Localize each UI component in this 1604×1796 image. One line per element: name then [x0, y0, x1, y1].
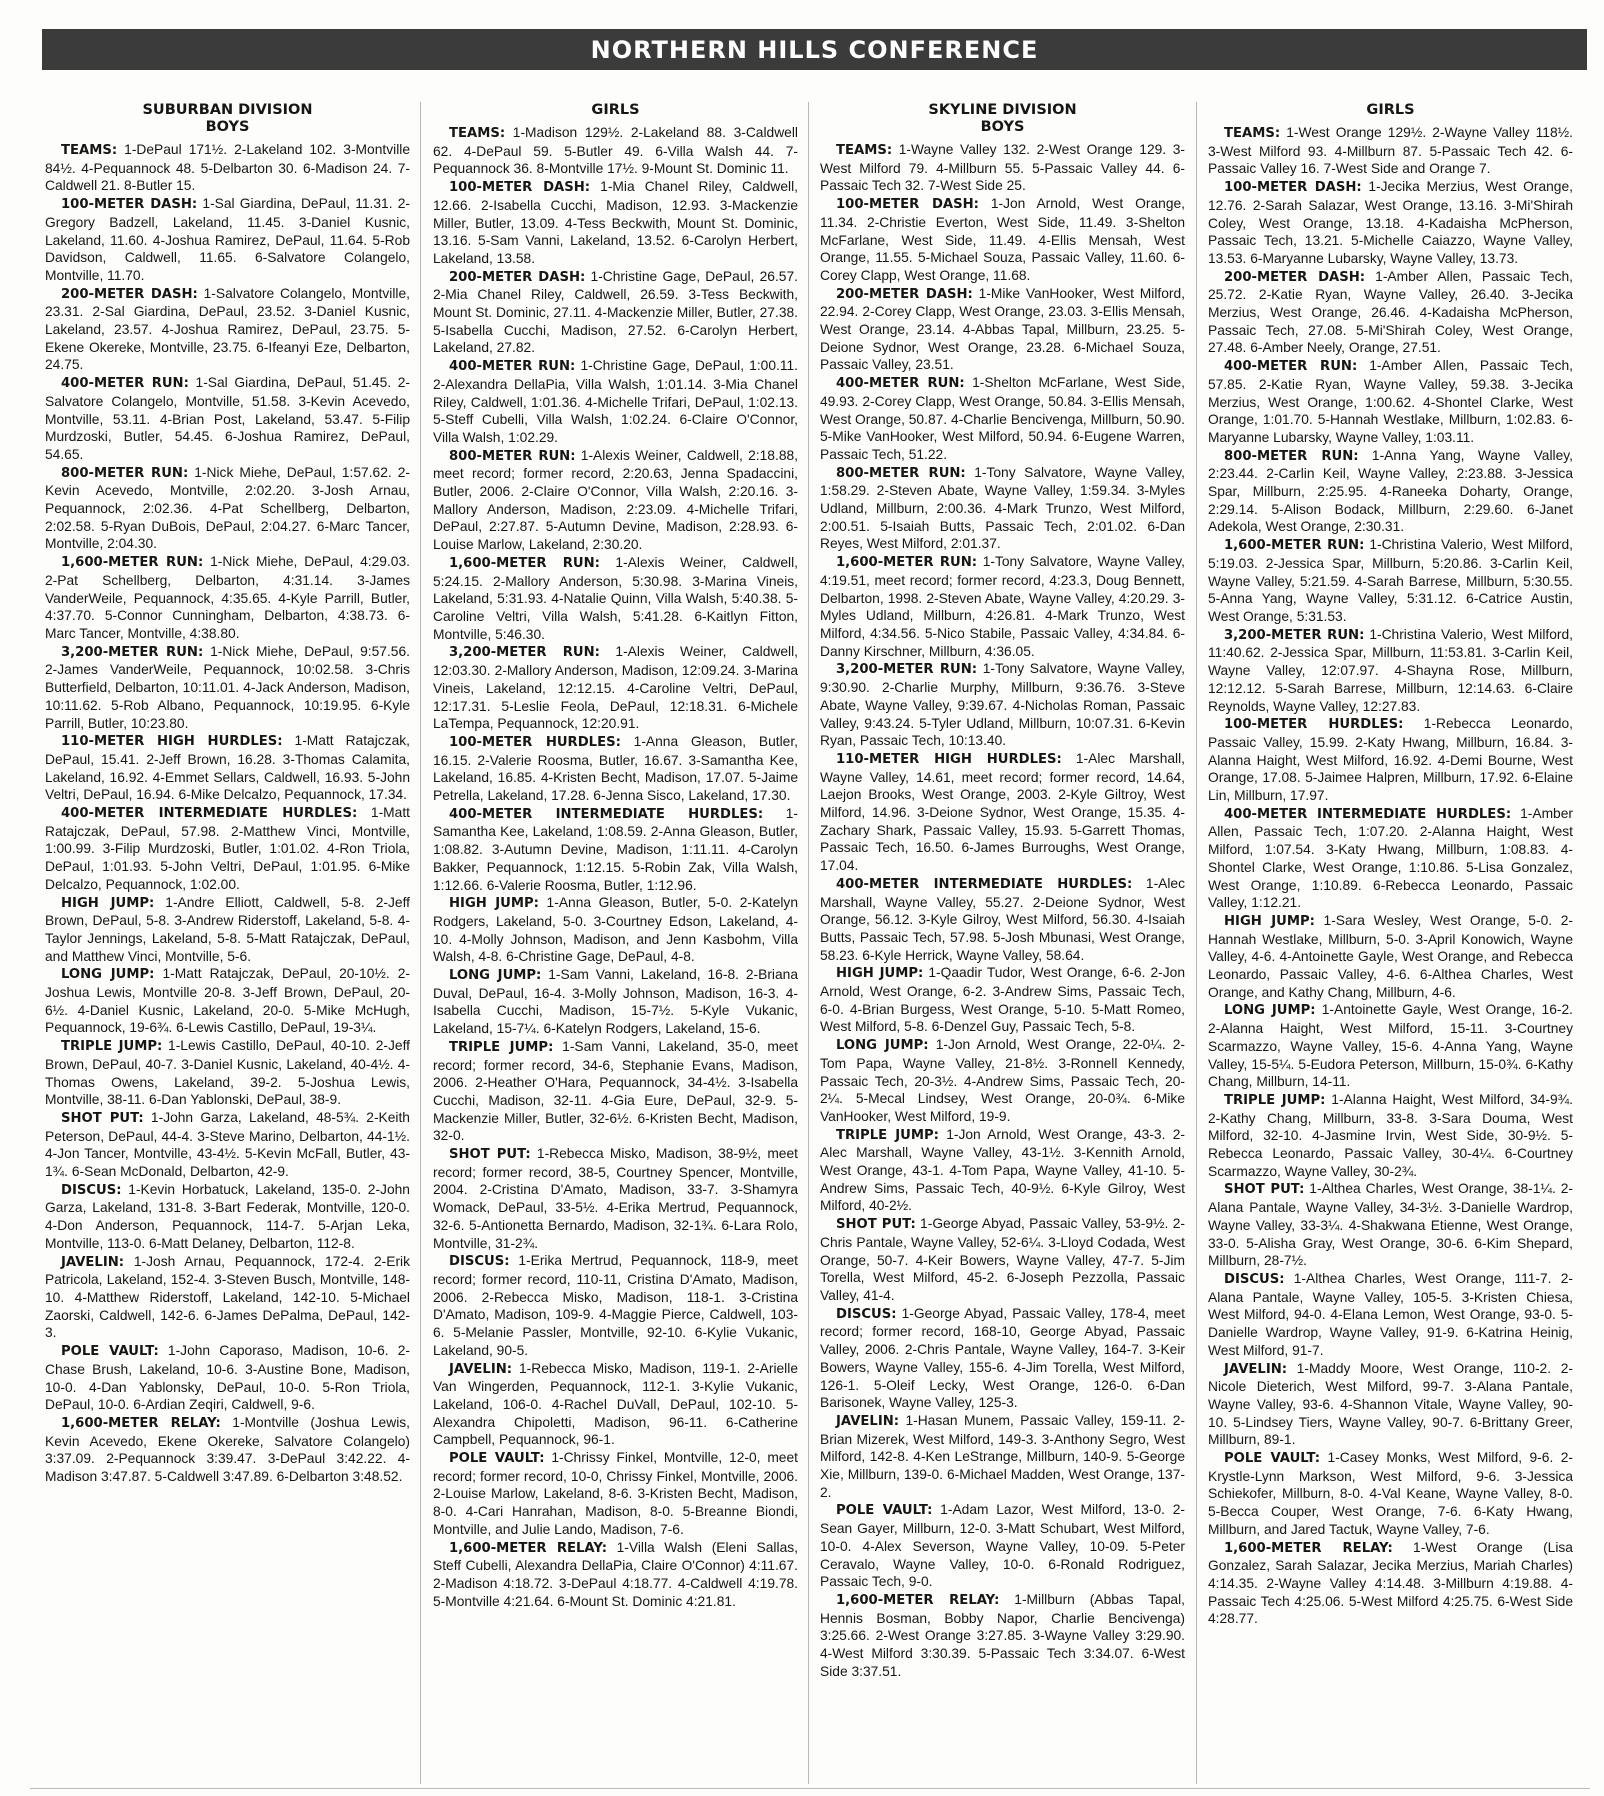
event-name: HIGH JUMP: [836, 966, 924, 982]
event-name: 1,600-METER RUN: [61, 555, 204, 571]
event-result [433, 178, 798, 268]
column-heading-line: SUBURBAN DIVISION [142, 102, 313, 118]
event-result [1208, 1270, 1573, 1360]
event-results-text: 1-Madison 129½. 2-Lakeland 88. 3-Caldwell 62. 4-DePaul 59. 5-Butler 49. 6-Villa Walsh 44. 7-Pequannock 36. 8-Montville 17½. 9-Mount St. Dominic 11. [433, 125, 798, 177]
column-divider [808, 102, 809, 1784]
event-name: LONG JUMP: [61, 967, 155, 983]
event-name: TRIPLE JUMP: [61, 1039, 163, 1055]
event-results-text: 1-Matt Ratajczak, DePaul, 57.98. 2-Matthew Vinci, Montville, 1:00.99. 3-Filip Murdzoski, Butler, 1:01.02. 4-Ron Triola, DePaul, 1:01.93. 5-John Veltri, DePaul, 1:01.95. 6-Mike Delcalzo, Pequannock, 1:02.00. [45, 805, 410, 892]
event-results-text: 1-Wayne Valley 132. 2-West Orange 129. 3-West Milford 79. 4-Millburn 55. 5-Passaic Valley 44. 6-Passaic Tech 32. 7-West Side 25. [820, 142, 1185, 194]
bottom-rule [30, 1788, 1590, 1789]
event-name: POLE VAULT: [1224, 1451, 1321, 1467]
event-results-text: 1-Tony Salvatore, Wayne Valley, 1:58.29. 2-Steven Abate, Wayne Valley, 1:59.34. 3-Myles Udland, Millburn, 2:00.36. 4-Mark Trunzo, West Milford, 2:00.51. 5-Isaiah Butts, Passaic Tech, 2:01.02. 6-Dan Reyes, West Milford, 2:01.37. [820, 464, 1185, 552]
event-results-text: 1-Mia Chanel Riley, Caldwell, 12.66. 2-Isabella Cucchi, Madison, 12.93. 3-Mackenzie Miller, Butler, 13.09. 4-Tess Beckwith, Mount St. Dominic, 13.16. 5-Sam Vanni, Lakeland, 13.52. 6-Carolyn Herbert, Lakeland, 13.58. [433, 179, 798, 266]
event-results-text: 1-Althea Charles, West Orange, 111-7. 2-Alana Pantale, Wayne Valley, 105-5. 3-Kristen Chiesa, West Milford, 94-0. 4-Elana Lemon, West Orange, 93-0. 5-Danielle Wardrop, Wayne Valley, 91-9. 6-Katrina Heinig, West Milford, 91-7. [1208, 1271, 1573, 1358]
event-name: 110-METER HIGH HURDLES: [836, 751, 1062, 767]
results-column [433, 102, 798, 1784]
event-result [1208, 1449, 1573, 1539]
column-heading-line: GIRLS [591, 102, 640, 118]
event-results-text: 1-Antoinette Gayle, West Orange, 16-2. 2-Alanna Haight, West Milford, 15-11. 3-Courtney Scarmazzo, Wayne Valley, 15-6. 4-Anna Yang, Wayne Valley, 15-5¼. 5-Eudora Peterson, Millburn, 15-0¾. 6-Kathy Chang, Millburn, 14-11. [1208, 1002, 1573, 1090]
event-results-text: 1-Nick Miehe, DePaul, 4:29.03. 2-Pat Schellberg, Delbarton, 4:31.14. 3-James VanderWeile, Pequannock, 4:35.65. 4-Kyle Parrill, Butler, 4:37.70. 5-Connor Cunningham, Delbarton, 4:38.73. 6-Marc Tancer, Montville, 4:38.80. [45, 554, 410, 641]
event-results-text: 1-Kevin Horbatuck, Lakeland, 135-0. 2-John Garza, Lakeland, 131-8. 3-Bart Federak, Montville, 120-0. 4-Don Anderson, Pequannock, 114-7. 5-Arjan Leka, Montville, 113-0. 6-Matt Delaney, Delbarton, 112-8. [45, 1181, 410, 1251]
event-result [45, 464, 410, 554]
event-name: 1,600-METER RELAY: [449, 1540, 608, 1556]
event-name: 3,200-METER RUN: [449, 645, 600, 661]
event-name: 200-METER DASH: [61, 286, 198, 302]
event-result [820, 1591, 1185, 1681]
event-result [1208, 178, 1573, 268]
event-results-text: 1-Josh Arnau, Pequannock, 172-4. 2-Erik Patricola, Lakeland, 152-4. 3-Steven Busch, Montville, 148-10. 4-Matthew Riderstoff, Lakeland, 142-10. 5-Michael Zaorski, Caldwell, 142-6. 6-James DePalma, DePaul, 142-3. [45, 1253, 410, 1341]
event-result [820, 1215, 1185, 1305]
event-result [820, 374, 1185, 464]
event-results-text: 1-Christina Valerio, West Milford, 11:40.62. 2-Jessica Spar, Millburn, 11:53.81. 3-Carlin Keil, Wayne Valley, 12:07.97. 4-Shayna Rose, Millburn, 12:12.12. 5-Sarah Barrese, Millburn, 12:14.63. 6-Claire Reynolds, Wayne Valley, 12:27.83. [1208, 626, 1573, 714]
event-name: TEAMS: [449, 126, 506, 141]
event-result [433, 966, 798, 1038]
event-result [1208, 268, 1573, 358]
event-name: LONG JUMP: [449, 968, 542, 984]
event-name: 100-METER DASH: [1224, 180, 1362, 196]
event-name: 100-METER HURDLES: [449, 734, 621, 750]
event-result [820, 1036, 1185, 1126]
event-name: LONG JUMP: [836, 1038, 929, 1054]
event-result [1208, 447, 1573, 537]
event-results-text: 1-Chrissy Finkel, Montville, 12-0, meet record; former record, 10-0, Chrissy Finkel, Montville, 2006. 2-Louise Marlow, Lakeland, 8-6. 3-Kristen Becht, Madison, 8-0. 4-Cari Hanrahan, Madison, 8-0. 5-Breanne Biondi, Montville, and Julie Lando, Madison, 7-6. [433, 1450, 798, 1537]
event-results-text: 1-John Caporaso, Madison, 10-6. 2-Chase Brush, Lakeland, 10-6. 3-Austine Bone, Madison, 10-0. 4-Dan Yablonsky, DePaul, 10-0. 5-Ron Triola, DePaul, 10-0. 6-Ardian Zeqiri, Caldwell, 9-6. [45, 1343, 410, 1413]
event-results-text: 1-Maddy Moore, West Orange, 110-2. 2-Nicole Dieterich, West Milford, 99-7. 3-Alana Pantale, Wayne Valley, 93-6. 4-Shannon Vitale, Wayne Valley, 90-10. 5-Lindsey Tiers, Wayne Valley, 90-7. 6-Brittany Greer, Millburn, 89-1. [1208, 1360, 1573, 1448]
event-result [45, 1181, 410, 1253]
event-results-text: 1-Nick Miehe, DePaul, 1:57.62. 2-Kevin Acevedo, Montville, 2:02.20. 3-Josh Arnau, Pequannock, 2:02.36. 4-Pat Schellberg, Delbarton, 2:02.58. 5-Ryan DuBois, DePaul, 2:04.27. 6-Marc Tancer, Montville, 2:04.30. [45, 464, 410, 552]
event-name: DISCUS: [449, 1254, 510, 1270]
event-result [45, 195, 410, 285]
event-results-text: 1-Alanna Haight, West Milford, 34-9¾. 2-Kathy Chang, Millburn, 33-8. 3-Sara Douma, West Milford, 32-10. 4-Jasmine Irvin, West Side, 30-9½. 5-Rebecca Leonardo, Passaic Valley, 30-4¼. 6-Courtney Scarmazzo, Wayne Valley, 30-2¾. [1208, 1091, 1573, 1179]
column-heading [1208, 102, 1573, 119]
event-name: 100-METER DASH: [61, 197, 198, 213]
event-result [433, 894, 798, 966]
event-name: 400-METER INTERMEDIATE HURDLES: [1224, 806, 1512, 822]
column-heading-line: GIRLS [1366, 102, 1415, 118]
event-results-text: 1-Anna Gleason, Butler, 5-0. 2-Katelyn Rodgers, Lakeland, 5-0. 3-Courtney Edson, Lakeland, 4-10. 4-Molly Johnson, Madison, and Jenn Kasbohm, Villa Walsh, 4-8. 6-Christine Gage, DePaul, 4-8. [433, 895, 798, 965]
event-result [820, 1126, 1185, 1216]
event-result [1208, 1001, 1573, 1091]
results-column [45, 102, 410, 1784]
event-results-text: 1-Sal Giardina, DePaul, 51.45. 2-Salvatore Colangelo, Montville, 51.58. 3-Kevin Acevedo, Montville, 53.11. 4-Brian Post, Lakeland, 53.47. 5-Filip Murdzoski, Butler, 54.45. 6-Joshua Ramirez, DePaul, 54.65. [45, 375, 410, 462]
event-result [820, 464, 1185, 554]
event-results-text: 1-Mike VanHooker, West Milford, 22.94. 2-Corey Clapp, West Orange, 23.03. 3-Ellis Mensah, West Orange, 23.14. 4-Abbas Tapal, Millburn, 23.25. 5-Deione Sydnor, West Orange, 23.28. 6-Michael Souza, Passaic Valley, 23.51. [820, 285, 1185, 373]
event-results-text: 1-Erika Mertrud, Pequannock, 118-9, meet record; former record, 110-11, Cristina D'Amato, Madison, 2006. 2-Rebecca Misko, Madison, 118-1. 3-Cristina D'Amato, Madison, 109-9. 4-Maggie Pierce, Caldwell, 103-6. 5-Melanie Passler, Montville, 92-10. 6-Kylie Vukanic, Lakeland, 90-5. [433, 1253, 798, 1358]
event-results-text: 1-George Abyad, Passaic Valley, 178-4, meet record; former record, 168-10, George Abyad, Passaic Valley, 2006. 2-Chris Pantale, Wayne Valley, 164-7. 3-Keir Bowers, Wayne Valley, 155-6. 4-Jim Torella, West Milford, 126-1. 5-Oleif Lecky, West Orange, 126-0. 6-Dan Barisonek, Wayne Valley, 125-3. [820, 1305, 1185, 1411]
event-results-text: 1-John Garza, Lakeland, 48-5¾. 2-Keith Peterson, DePaul, 44-4. 3-Steve Marino, Delbarton, 44-1½. 4-Jon Tancer, Montville, 43-4½. 5-Kevin McFall, Butler, 43-1¾. 6-Sean McDonald, Delbarton, 42-9. [45, 1109, 410, 1180]
event-name: LONG JUMP: [1224, 1003, 1316, 1019]
event-name: JAVELIN: [836, 1413, 900, 1429]
event-name: SHOT PUT: [1224, 1182, 1305, 1198]
event-result [1208, 626, 1573, 716]
event-result [45, 374, 410, 464]
event-result [820, 1501, 1185, 1591]
event-name: 200-METER DASH: [836, 286, 973, 302]
event-name: 800-METER RUN: [836, 465, 966, 481]
event-result [433, 1038, 798, 1145]
event-result [45, 894, 410, 966]
event-result [1208, 1180, 1573, 1270]
event-result [1208, 1091, 1573, 1181]
event-results-text: 1-Casey Monks, West Milford, 9-6. 2-Krystle-Lynn Markson, West Milford, 9-6. 3-Jessica Schiekofer, Millburn, 8-0. 4-Val Keane, Wayne Valley, 8-0. 5-Becca Couper, West Orange, 7-6. 6-Katy Hwang, Millburn, and Jared Tactuk, Wayne Valley, 7-6. [1208, 1450, 1573, 1537]
event-name: TEAMS: [61, 143, 118, 158]
event-results-text: 1-Rebecca Misko, Madison, 38-9½, meet record; former record, 38-5, Courtney Spencer, Montville, 2004. 2-Cristina D'Amato, Madison, 33-7. 3-Shamyra Womack, DePaul, 33-5½. 4-Erika Mertrud, Pequannock, 32-6. 5-Antionetta Bernardo, Madison, 32-1¾. 6-Lara Rolo, Montville, 31-2¾. [433, 1146, 798, 1251]
event-results-text: 1-Matt Ratajczak, DePaul, 20-10½. 2-Joshua Lewis, Montville 20-8. 3-Jeff Brown, DePaul, 20-6½. 4-Daniel Kusnic, Lakeland, 20-0. 5-Mike McHugh, Pequannock, 19-6¾. 6-Lewis Castillo, DePaul, 19-3¼. [45, 966, 410, 1036]
event-result [45, 285, 410, 375]
event-results-text: 1-Alexis Weiner, Caldwell, 2:18.88, meet record; former record, 2:20.63, Jenna Spadaccini, Butler, 2006. 2-Claire O'Connor, Villa Walsh, 2:20.16. 3-Mallory Anderson, Madison, 2:23.09. 4-Michelle Trifari, DePaul, 2:27.87. 5-Autumn Devine, Madison, 2:28.93. 6-Louise Marlow, Lakeland, 2:30.20. [433, 447, 798, 553]
event-result [1208, 124, 1573, 178]
event-result [433, 1449, 798, 1539]
event-result [1208, 357, 1573, 447]
event-result [1208, 536, 1573, 626]
event-results-text: 1-West Orange (Lisa Gonzalez, Sarah Salazar, Jecika Merzius, Mariah Charles) 4:14.35. 2-Wayne Valley 4:14.48. 3-Millburn 4:19.88. 4-Passaic Tech 4:25.06. 5-West Milford 4:25.75. 6-West Side 4:28.77. [1208, 1539, 1573, 1627]
event-result [820, 964, 1185, 1036]
column-heading-line: BOYS [205, 119, 250, 135]
event-results-text: 1-Matt Ratajczak, DePaul, 15.41. 2-Jeff Brown, 16.28. 3-Thomas Calamita, Lakeland, 16.92. 4-Emmet Sellars, Caldwell, 16.93. 5-John Veltri, DePaul, 16.94. 6-Mike Delcalzo, Pequannock, 17.34. [45, 733, 410, 803]
event-result [433, 124, 798, 178]
event-result [433, 1539, 798, 1611]
event-name: 3,200-METER RUN: [61, 644, 204, 660]
event-name: SHOT PUT: [61, 1110, 144, 1126]
event-result [45, 141, 410, 195]
event-results-text: 1-Shelton McFarlane, West Side, 49.93. 2-Corey Clapp, West Orange, 50.84. 3-Ellis Mensah, West Orange, 50.87. 4-Charlie Bencivenga, Millburn, 50.90. 5-Mike VanHooker, West Milford, 50.94. 6-Eugene Warren, Passaic Tech, 51.22. [820, 375, 1185, 462]
event-name: 400-METER RUN: [61, 376, 189, 392]
results-column [1208, 102, 1573, 1784]
event-name: 400-METER INTERMEDIATE HURDLES: [836, 876, 1133, 892]
event-name: 1,600-METER RELAY: [61, 1415, 221, 1431]
event-result [45, 1342, 410, 1414]
event-results-text: 1-Hasan Munem, Passaic Valley, 159-11. 2-Brian Mizerek, West Milford, 149-3. 3-Anthony Segro, West Milford, 142-8. 4-Ken LeStrange, Millburn, 140-9. 5-George Xie, Millburn, 139-0. 6-Michael Madden, West Orange, 137-2. [820, 1412, 1185, 1500]
event-result [820, 285, 1185, 375]
event-results-text: 1-Jon Arnold, West Orange, 43-3. 2-Alec Marshall, Wayne Valley, 43-1½. 3-Kennith Arnold, West Orange, 43-1. 4-Tom Papa, Wayne Valley, 41-10. 5-Andrew Sims, Passaic Tech, 40-9½. 6-Kyle Gilroy, West Milford, 40-2½. [820, 1126, 1185, 1214]
event-result [820, 875, 1185, 965]
event-results-text: 1-Althea Charles, West Orange, 38-1¼. 2-Alana Pantale, Wayne Valley, 34-3½. 3-Danielle Wardrop, Wayne Valley, 33-3¼. 4-Shakwana Etienne, West Orange, 33-0. 5-Alisha Gray, West Orange, 30-6. 6-Kim Shepard, Millburn, 28-7½. [1208, 1181, 1573, 1269]
event-result [45, 643, 410, 733]
event-result [45, 1253, 410, 1343]
event-results-text: 1-Sam Vanni, Lakeland, 35-0, meet record; former record, 34-6, Stephanie Evans, Madison, 2006. 2-Heather O'Hara, Pequannock, 34-4½. 3-Isabella Cucchi, Madison, 32-11. 4-Gia Eure, DePaul, 32-9. 5-Mackenzie Miller, Butler, 32-6½. 6-Kristen Becht, Madison, 32-0. [433, 1038, 798, 1144]
event-name: 100-METER DASH: [836, 197, 979, 213]
event-name: DISCUS: [836, 1306, 897, 1322]
column-heading-line: SKYLINE DIVISION [928, 102, 1077, 118]
event-result [433, 357, 798, 447]
event-result [433, 805, 798, 895]
event-result [45, 1109, 410, 1181]
event-result [45, 804, 410, 894]
event-name: 400-METER INTERMEDIATE HURDLES: [449, 806, 764, 822]
event-name: JAVELIN: [61, 1254, 125, 1270]
event-name: 1,600-METER RUN: [449, 555, 600, 571]
event-name: 3,200-METER RUN: [1224, 627, 1365, 643]
event-results-text: 1-Christina Valerio, West Milford, 5:19.03. 2-Jessica Spar, Millburn, 5:20.86. 3-Carlin Keil, Wayne Valley, 5:21.59. 4-Sarah Barrese, Millburn, 5:30.55. 5-Anna Yang, Wayne Valley, 5:31.12. 6-Catrice Austin, West Orange, 5:31.53. [1208, 537, 1573, 624]
event-results-text: 1-Anna Yang, Wayne Valley, 2:23.44. 2-Carlin Keil, Wayne Valley, 2:23.88. 3-Jessica Spar, Millburn, 2:25.95. 4-Raneeka Doharty, Orange, 2:29.14. 5-Alison Bodack, Millburn, 2:29.60. 6-Janet Adekola, West Orange, 2:30.31. [1208, 447, 1573, 535]
event-name: HIGH JUMP: [449, 896, 539, 912]
event-results-text: 1-Anna Gleason, Butler, 16.15. 2-Valerie Roosma, Butler, 16.67. 3-Samantha Kee, Lakeland, 16.85. 4-Kristen Becht, Madison, 17.07. 5-Jaime Petrella, Lakeland, 17.28. 6-Jenna Sisco, Lakeland, 17.30. [433, 733, 798, 804]
event-result [433, 447, 798, 554]
event-results-text: 1-Andre Elliott, Caldwell, 5-8. 2-Jeff Brown, DePaul, 5-8. 3-Andrew Riderstoff, Lakeland, 5-8. 4-Taylor Jennings, Lakeland, 5-8. 5-Matt Ratajczak, DePaul, and Matthew Vinci, Montville, 5-6. [45, 894, 410, 964]
event-results-text: 1-Alec Marshall, Wayne Valley, 14.61, meet record; former record, 14.64, Laejon Brooks, West Orange, 2003. 2-Kyle Giltroy, West Milford, 14.96. 3-Deione Sydnor, West Orange, 15.35. 4-Zachary Shark, Passaic Valley, 15.93. 5-Garrett Thomas, Passaic Tech, 16.50. 6-James Burroughs, West Orange, 17.04. [820, 750, 1185, 874]
event-name: POLE VAULT: [61, 1344, 159, 1360]
event-results-text: 1-Christine Gage, DePaul, 1:00.11. 2-Alexandra DellaPia, Villa Walsh, 1:01.14. 3-Mia Chanel Riley, Caldwell, 1:01.36. 4-Michelle Trifari, DePaul, 1:02.13. 5-Steff Cubelli, Villa Walsh, 1:02.24. 6-Claire O'Connor, Villa Walsh, 1:02.29. [433, 358, 798, 445]
event-result [433, 554, 798, 644]
event-result [1208, 1539, 1573, 1629]
event-name: POLE VAULT: [449, 1451, 545, 1467]
event-results-text: 1-Samantha Kee, Lakeland, 1:08.59. 2-Anna Gleason, Butler, 1:08.82. 3-Autumn Devine, Madison, 1:11.11. 4-Carolyn Bakker, Pequannock, 1:12.15. 5-Robin Zak, Villa Walsh, 1:12.66. 6-Valerie Roosma, Butler, 1:12.96. [433, 805, 798, 893]
event-name: SHOT PUT: [449, 1147, 531, 1163]
event-results-text: 1-Sam Vanni, Lakeland, 16-8. 2-Briana Duval, DePaul, 16-4. 3-Molly Johnson, Madison, 16-3. 4-Isabella Cucchi, Madison, 15-7½. 5-Kyle Vukanic, Lakeland, 15-7¼. 6-Katelyn Rodgers, Lakeland, 15-6. [433, 967, 798, 1037]
event-results-text: 1-Salvatore Colangelo, Montville, 23.31. 2-Sal Giardina, DePaul, 23.52. 3-Daniel Kusnic, Lakeland, 23.57. 4-Joshua Ramirez, DePaul, 23.75. 5-Ekene Okereke, Montville, 23.75. 6-Ifeanyi Eze, Delbarton, 24.75. [45, 285, 410, 373]
event-name: 1,600-METER RUN: [836, 555, 978, 571]
event-results-text: 1-Nick Miehe, DePaul, 9:57.56. 2-James VanderWeile, Pequannock, 10:02.58. 3-Chris Butterfield, Delbarton, 10:11.01. 4-Jack Anderson, Madison, 10:11.62. 5-Rob Albano, Pequannock, 10:19.95. 6-Kyle Parrill, Butler, 10:23.80. [45, 643, 410, 731]
event-result [820, 660, 1185, 750]
event-name: 800-METER RUN: [449, 448, 576, 464]
event-name: HIGH JUMP: [61, 895, 155, 911]
event-result [1208, 805, 1573, 912]
event-name: 400-METER RUN: [449, 359, 576, 375]
event-name: HIGH JUMP: [1224, 913, 1315, 929]
event-results-text: 1-Alec Marshall, Wayne Valley, 55.27. 2-Deione Sydnor, West Orange, 56.12. 3-Kyle Gilroy, West Milford, 56.30. 4-Isaiah Butts, Passaic Tech, 57.98. 5-Josh Mbunasi, West Orange, 58.23. 6-Kyle Herrick, Wayne Valley, 58.64. [820, 875, 1185, 963]
event-name: 1,600-METER RELAY: [1224, 1540, 1393, 1556]
event-name: 200-METER DASH: [1224, 269, 1366, 285]
event-result [820, 1305, 1185, 1412]
event-name: 400-METER RUN: [836, 376, 965, 392]
column-divider [420, 102, 421, 1784]
column-heading-line: BOYS [980, 119, 1025, 135]
event-results-text: 1-Rebecca Leonardo, Passaic Valley, 15.99. 2-Katy Hwang, Millburn, 16.84. 3-Alanna Haight, West Milford, 16.92. 4-Demi Bourne, West Orange, 17.08. 5-Jaimee Halpren, Millburn, 17.92. 6-Elaine Lin, Millburn, 17.97. [1208, 716, 1573, 804]
event-results-text: 1-West Orange 129½. 2-Wayne Valley 118½. 3-West Milford 93. 4-Millburn 87. 5-Passaic Tech 42. 6-Passaic Valley 16. 7-West Side and Orange 7. [1208, 125, 1573, 177]
event-name: TRIPLE JUMP: [449, 1039, 554, 1055]
event-results-text: 1-Jon Arnold, West Orange, 11.34. 2-Christie Everton, West Side, 11.49. 3-Shelton McFarlane, West Side, 11.49. 4-Ellis Mensah, West Orange, 11.55. 5-Michael Souza, Passaic Valley, 11.60. 6-Corey Clapp, West Orange, 11.68. [820, 196, 1185, 283]
event-results-text: 1-Montville (Joshua Lewis, Kevin Acevedo, Ekene Okereke, Salvatore Colangelo) 3:37.09. 2-Pequannock 3:39.47. 3-DePaul 3:42.22. 4-Madison 3:47.87. 5-Caldwell 3:47.89. 6-Delbarton 3:48.52. [45, 1414, 410, 1485]
event-name: 1,600-METER RUN: [1224, 538, 1365, 554]
event-results-text: 1-Jon Arnold, West Orange, 22-0¼. 2-Tom Papa, Wayne Valley, 21-8½. 3-Ronnell Kennedy, Passaic Tech, 20-3½. 4-Andrew Sims, Passaic Tech, 20-2¼. 5-Mecal Lindsey, West Orange, 20-0¾. 6-Mike VanHooker, West Milford, 19-9. [820, 1037, 1185, 1124]
event-name: DISCUS: [1224, 1272, 1285, 1287]
results-column [820, 102, 1185, 1784]
event-results-text: 1-Amber Allen, Passaic Tech, 25.72. 2-Katie Ryan, Wayne Valley, 26.40. 3-Jecika Merzius, West Orange, 26.46. 4-Kadaisha McPherson, Passaic Tech, 27.08. 5-Mi'Shirah Coley, West Orange, 27.48. 6-Amber Neely, Orange, 27.51. [1208, 268, 1573, 356]
event-results-text: 1-Tony Salvatore, Wayne Valley, 4:19.51, meet record; former record, 4:23.3, Doug Bennett, Delbarton, 1998. 2-Steven Abate, Wayne Valley, 4:20.29. 3-Myles Udland, Millburn, 4:26.81. 4-Mark Trunzo, West Milford, 4:34.56. 5-Nico Stabile, Passaic Valley, 4:34.84. 6-Danny Kirschner, Millburn, 4:36.05. [820, 554, 1185, 659]
event-results-text: 1-Tony Salvatore, Wayne Valley, 9:30.90. 2-Charlie Murphy, Millburn, 9:36.76. 3-Steve Abate, Wayne Valley, 9:39.67. 4-Nicholas Roman, Passaic Valley, 9:43.24. 5-Tyler Udland, Millburn, 10:07.31. 6-Kevin Ryan, Passaic Tech, 10:13.40. [820, 661, 1185, 749]
column-heading [820, 102, 1185, 136]
column-heading [45, 102, 410, 136]
event-result [45, 732, 410, 804]
event-name: SHOT PUT: [836, 1217, 916, 1233]
event-name: POLE VAULT: [836, 1503, 933, 1519]
event-results-text: 1-Millburn (Abbas Tapal, Hennis Bosman, Bobby Napor, Charlie Bencivenga) 3:25.66. 2-West Orange 3:27.85. 3-Wayne Valley 3:29.90. 4-West Milford 3:30.39. 5-Passaic Tech 3:34.07. 6-West Side 3:37.51. [820, 1591, 1185, 1679]
event-results-text: 1-Villa Walsh (Eleni Sallas, Steff Cubelli, Alexandra DellaPia, Claire O'Connor) 4:11.67. 2-Madison 4:18.72. 3-DePaul 4:18.77. 4-Caldwell 4:19.78. 5-Montville 4:21.64. 6-Mount St. Dominic 4:21.81. [433, 1539, 798, 1609]
event-name: 110-METER HIGH HURDLES: [61, 734, 283, 750]
event-name: 800-METER RUN: [1224, 448, 1359, 464]
event-result [45, 1037, 410, 1109]
column-heading [433, 102, 798, 119]
event-results-text: 1-George Abyad, Passaic Valley, 53-9½. 2-Chris Pantale, Wayne Valley, 52-6¼. 3-Lloyd Codada, West Orange, 50-7. 4-Keir Bowers, Wayne Valley, 47-7. 5-Jim Torella, West Milford, 45-2. 6-Joseph Pezzolla, Passaic Valley, 41-4. [820, 1216, 1185, 1303]
event-results-text: 1-Sara Wesley, West Orange, 5-0. 2-Hannah Westlake, Millburn, 5-0. 3-April Konowich, Wayne Valley, 4-6. 4-Antoinette Gayle, West Orange, and Rebecca Leonardo, Passaic Valley, 4-6. 6-Althea Charles, West Orange, and Kathy Chang, Millburn, 4-6. [1208, 912, 1573, 1000]
event-result [433, 643, 798, 733]
event-result [433, 1360, 798, 1450]
event-name: 400-METER INTERMEDIATE HURDLES: [61, 806, 358, 822]
event-name: 200-METER DASH: [449, 269, 586, 285]
event-results-text: 1-Alexis Weiner, Caldwell, 12:03.30. 2-Mallory Anderson, Madison, 12:09.24. 3-Marina Vineis, Lakeland, 12:12.15. 4-Caroline Veltri, DePaul, 12:17.31. 5-Leslie Feola, DePaul, 12:18.31. 6-Michele LaTempa, Pequannock, 12:20.91. [433, 644, 798, 732]
event-results-text: 1-Jecika Merzius, West Orange, 12.76. 2-Sarah Salazar, West Orange, 13.16. 3-Mi'Shirah Coley, West Orange, 13.18. 4-Kadaisha McPherson, Passaic Tech, 13.21. 5-Michelle Caiazzo, Wayne Valley, 13.53. 6-Maryanne Lubarsky, Wayne Valley, 13.73. [1208, 179, 1573, 266]
event-results-text: 1-Qaadir Tudor, West Orange, 6-6. 2-Jon Arnold, West Orange, 6-2. 3-Andrew Sims, Passaic Tech, 6-0. 4-Brian Burgess, West Orange, 5-10. 5-Matt Romeo, West Milford, 5-8. 6-Denzel Guy, Passaic Tech, 5-8. [820, 965, 1185, 1035]
event-results-text: 1-Adam Lazor, West Milford, 13-0. 2-Sean Gayer, Millburn, 12-0. 3-Matt Schubart, West Milford, 10-0. 4-Alex Severson, Wayne Valley, 10-09. 5-Peter Ceravalo, Wayne Valley, 10-0. 6-Ronald Rodriguez, Passaic Tech, 9-0. [820, 1502, 1185, 1590]
event-name: 800-METER RUN: [61, 465, 189, 481]
event-name: 1,600-METER RELAY: [836, 1592, 1000, 1608]
event-result [820, 553, 1185, 660]
event-result [1208, 1360, 1573, 1450]
event-name: TRIPLE JUMP: [836, 1127, 939, 1143]
event-results-text: 1-Alexis Weiner, Caldwell, 5:24.15. 2-Mallory Anderson, 5:30.98. 3-Marina Vineis, Lakeland, 5:31.93. 4-Natalie Quinn, Villa Walsh, 5:40.38. 5-Caroline Veltri, Villa Walsh, 5:41.28. 6-Kaitlyn Fitton, Montville, 5:46.30. [433, 554, 798, 642]
column-divider [1196, 102, 1197, 1784]
event-name: TEAMS: [1224, 126, 1281, 141]
event-result [433, 1145, 798, 1252]
event-results-text: 1-DePaul 171½. 2-Lakeland 102. 3-Montville 84½. 4-Pequannock 48. 5-Delbarton 30. 6-Madison 24. 7-Caldwell 21. 8-Butler 15. [45, 142, 410, 194]
event-name: 100-METER HURDLES: [1224, 717, 1404, 733]
event-result [820, 750, 1185, 875]
event-results-text: 1-Christine Gage, DePaul, 26.57. 2-Mia Chanel Riley, Caldwell, 26.59. 3-Tess Beckwith, Mount St. Dominic, 27.11. 4-Mackenzie Miller, Butler, 27.38. 5-Isabella Cucchi, Madison, 27.52. 6-Carolyn Herbert, Lakeland, 27.82. [433, 268, 798, 356]
event-result [820, 195, 1185, 285]
event-name: TEAMS: [836, 143, 893, 158]
event-result [433, 1252, 798, 1359]
event-result [433, 268, 798, 358]
event-results-text: 1-Amber Allen, Passaic Tech, 57.85. 2-Katie Ryan, Wayne Valley, 59.38. 3-Jecika Merzius, West Orange, 1:00.62. 4-Shontel Clarke, West Orange, 1:01.70. 5-Hannah Westlake, Millburn, 1:02.83. 6-Maryanne Lubarsky, Wayne Valley, 1:03.11. [1208, 358, 1573, 445]
event-result [820, 141, 1185, 195]
event-results-text: 1-Amber Allen, Passaic Tech, 1:07.20. 2-Alanna Haight, West Milford, 1:07.54. 3-Katy Hwang, Millburn, 1:08.83. 4-Shontel Clarke, West Orange, 1:10.86. 5-Lisa Gonzalez, West Orange, 1:10.89. 6-Rebecca Leonardo, Passaic Valley, 1:12.21. [1208, 805, 1573, 911]
event-name: JAVELIN: [449, 1361, 513, 1377]
event-name: 3,200-METER RUN: [836, 662, 978, 678]
event-results-text: 1-Rebecca Misko, Madison, 119-1. 2-Arielle Van Wingerden, Pequannock, 112-1. 3-Kylie Vukanic, Lakeland, 106-0. 4-Rachel DuVall, DePaul, 102-10. 5-Alexandra Chipoletti, Madison, 96-11. 6-Catherine Campbell, Pequannock, 96-1. [433, 1360, 798, 1448]
event-result [45, 1414, 410, 1486]
event-result [45, 553, 410, 643]
event-result [433, 733, 798, 805]
event-result [45, 965, 410, 1037]
event-results-text: 1-Sal Giardina, DePaul, 11.31. 2-Gregory Badzell, Lakeland, 11.45. 3-Daniel Kusnic, Lakeland, 11.60. 4-Joshua Ramirez, DePaul, 11.64. 5-Rob Davidson, Caldwell, 11.65. 6-Salvatore Colangelo, Montville, 11.70. [45, 196, 410, 283]
event-result [1208, 912, 1573, 1002]
event-name: TRIPLE JUMP: [1224, 1092, 1326, 1108]
event-result [1208, 715, 1573, 805]
event-name: JAVELIN: [1224, 1361, 1288, 1377]
event-result [820, 1412, 1185, 1502]
section-banner: NORTHERN HILLS CONFERENCE [42, 29, 1587, 70]
event-name: 100-METER DASH: [449, 180, 591, 196]
event-results-text: 1-Lewis Castillo, DePaul, 40-10. 2-Jeff Brown, DePaul, 40-7. 3-Daniel Kusnic, Lakeland, 40-4½. 4-Thomas Owens, Lakeland, 39-2. 5-Joshua Lewis, Montville, 38-11. 6-Dan Yablonski, DePaul, 38-9. [45, 1038, 410, 1108]
event-name: DISCUS: [61, 1182, 122, 1198]
event-name: 400-METER RUN: [1224, 359, 1358, 375]
